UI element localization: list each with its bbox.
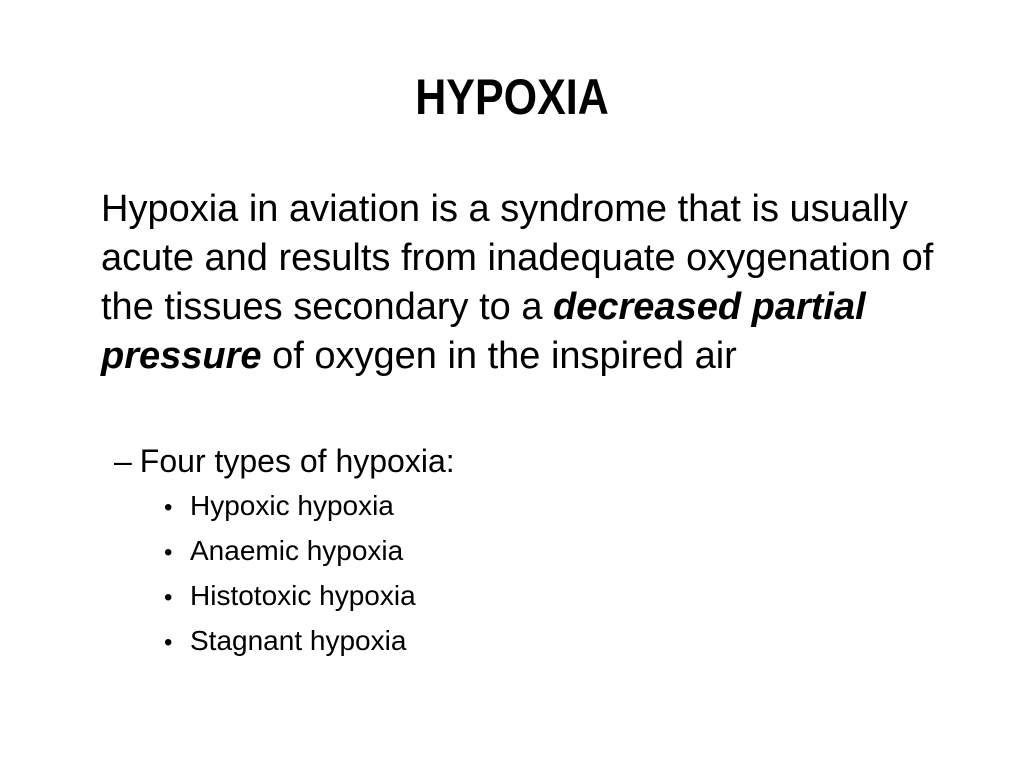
definition-text-start: Hypoxia in aviation is a syndrome that is usually acute and results from inadequate oxygenation of the tissues secondary to a [101, 188, 934, 328]
list-item [164, 490, 416, 535]
definition-text-end: of oxygen in the inspired air [261, 335, 737, 377]
bullet-marker: • [164, 629, 173, 656]
slide-title: HYPOXIA [415, 69, 609, 125]
types-list [164, 490, 416, 670]
bullet-marker: • [164, 539, 173, 566]
bullet-marker: • [164, 494, 173, 521]
list-item-text: Histotoxic hypoxia [190, 580, 416, 611]
list-item [164, 625, 416, 670]
dash-marker: – [114, 443, 132, 479]
list-item [164, 535, 416, 580]
list-item [164, 580, 416, 625]
types-subheading [114, 440, 455, 482]
list-item-text: Hypoxic hypoxia [190, 490, 394, 521]
bullet-marker: • [164, 584, 173, 611]
definition-paragraph [101, 185, 981, 381]
list-item-text: Stagnant hypoxia [190, 625, 407, 656]
list-item-text: Anaemic hypoxia [190, 535, 404, 566]
types-subheading-text: Four types of hypoxia: [139, 443, 455, 479]
definition-emphasis: decreased partial pressure [101, 286, 866, 377]
